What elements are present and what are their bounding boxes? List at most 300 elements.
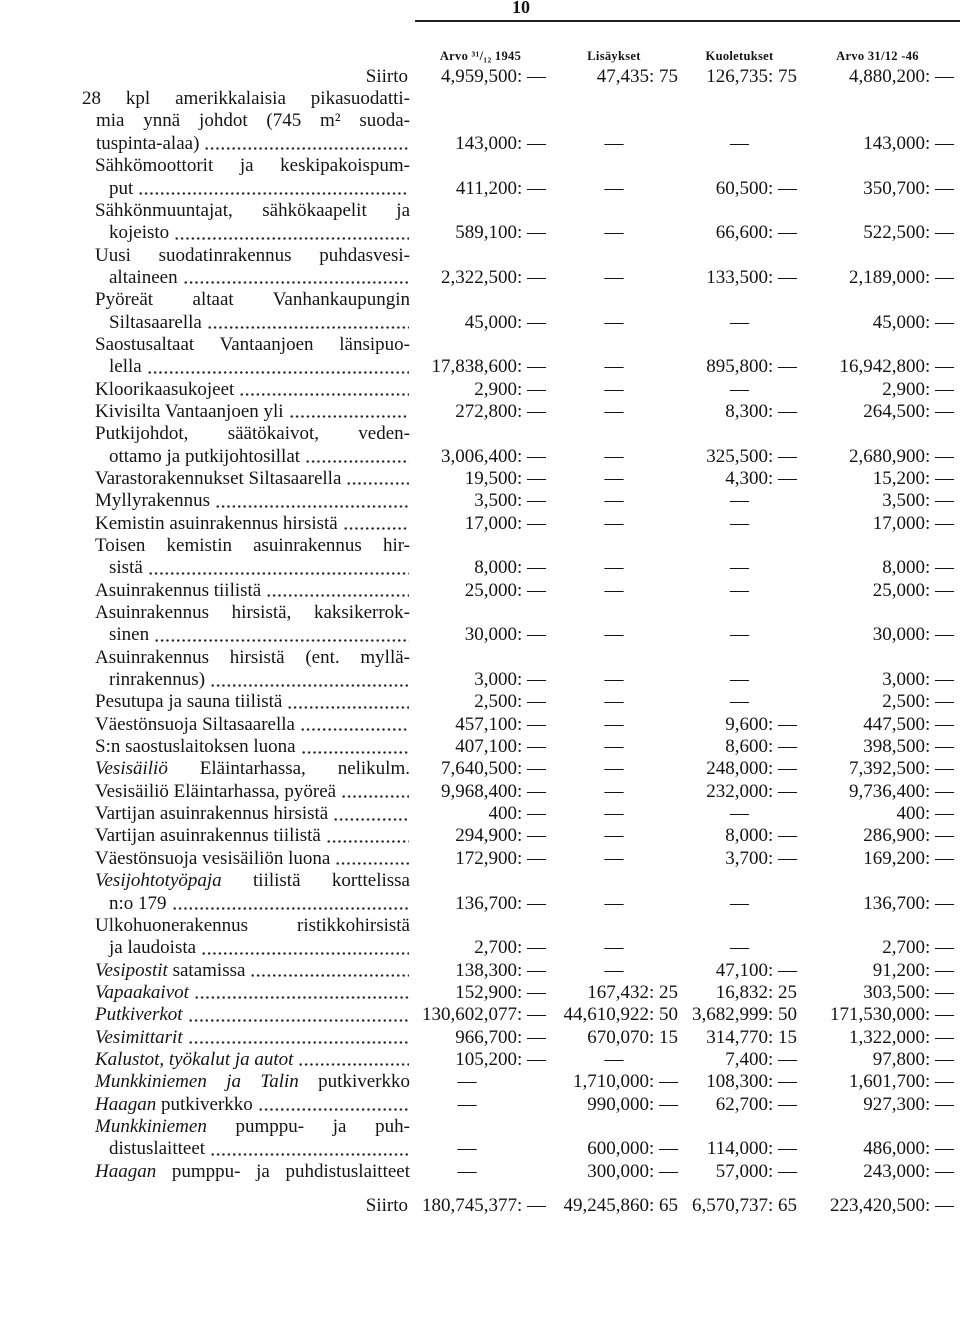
label-text [95, 1027, 183, 1049]
dot-leader [335, 848, 409, 870]
value-arvo-1945: 30,000: — [464, 624, 546, 646]
header-lisaykset: Lisäykset [587, 49, 641, 63]
dot-leader [341, 781, 409, 803]
value-kuoletukset: 60,500: — [715, 177, 797, 199]
value-arvo-1945: 3,006,400: — [440, 445, 546, 467]
value-arvo-1945: 2,500: — [474, 691, 546, 713]
value-lisaykset: — [604, 736, 624, 758]
value-lisaykset: 670,070: 15 [587, 1026, 678, 1048]
label-text: ja laudoista [109, 937, 197, 959]
value-arvo-1945: 17,838,600: — [431, 356, 546, 378]
ledger-row [95, 758, 956, 780]
value-lisaykset: — [604, 512, 624, 534]
value-arvo-1946: 303,500: — [863, 981, 954, 1003]
value-arvo-1946: 2,700: — [882, 937, 954, 959]
value-kuoletukset: 8,600: — [725, 736, 797, 758]
label-text: Vartijan asuinrakennus tiilistä [95, 825, 321, 847]
dot-leader [333, 803, 409, 825]
ledger-row [95, 401, 956, 423]
row-label [95, 1094, 413, 1116]
value-lisaykset: 49,245,860: 65 [563, 1194, 678, 1216]
dot-leader [305, 446, 409, 468]
value-lisaykset: — [604, 669, 624, 691]
value-arvo-1946: 2,189,000: — [848, 266, 954, 288]
row-label [95, 691, 413, 713]
ledger-row [95, 960, 956, 982]
carry-out-label: Siirto [365, 1194, 408, 1216]
value-lisaykset: — [604, 847, 624, 869]
value-kuoletukset: 248,000: — [706, 758, 797, 780]
label-line [95, 669, 410, 691]
label-text [95, 1116, 410, 1137]
value-arvo-1945: 3,500: — [474, 490, 546, 512]
ledger-row [95, 289, 956, 334]
value-arvo-1946: 30,000: — [872, 624, 954, 646]
value-lisaykset: — [604, 758, 624, 780]
value-arvo-1945: 180,745,377: — [421, 1194, 546, 1216]
label-italic: Munkkiniemen ja Talin [95, 1071, 299, 1093]
value-kuoletukset: 4,300: — [725, 467, 797, 489]
value-kuoletukset: — [730, 512, 749, 534]
value-arvo-1946: 17,000: — [872, 512, 954, 534]
label-text: Kivisilta Vantaanjoen yli [95, 400, 284, 422]
value-lisaykset: — [604, 892, 624, 914]
label-line [95, 312, 410, 334]
row-label [95, 1071, 413, 1093]
label-text: Asuinrakennus tiilistä [95, 579, 262, 601]
carry-in-row [95, 66, 956, 88]
label-line [95, 691, 410, 713]
label-line [95, 758, 410, 780]
value-kuoletukset: 57,000: — [715, 1160, 797, 1182]
label-line [95, 870, 410, 892]
ledger-row [95, 915, 956, 960]
label-text [95, 960, 245, 982]
label-line [82, 110, 410, 132]
value-lisaykset: — [604, 825, 624, 847]
header-spacer [95, 48, 413, 66]
dot-leader [188, 1004, 409, 1026]
label-roman: putkiverkko [298, 1071, 410, 1093]
label-italic: Vapaakaivot [95, 981, 189, 1003]
value-arvo-1945: 457,100: — [455, 713, 546, 735]
value-kuoletukset: 16,832: 25 [715, 981, 797, 1003]
dot-leader [326, 825, 409, 847]
label-line [95, 200, 410, 222]
label-text: Vesisäiliö Eläintarhassa, pyöreä [95, 780, 337, 802]
label-text [95, 1094, 253, 1116]
value-arvo-1945: 130,602,077: — [421, 1004, 546, 1026]
value-arvo-1946: 2,680,900: — [848, 445, 954, 467]
value-arvo-1945: 138,300: — [455, 959, 546, 981]
row-label [95, 1004, 413, 1026]
value-arvo-1946: 398,500: — [863, 736, 954, 758]
dot-leader [289, 401, 409, 423]
value-lisaykset: 990,000: — [587, 1093, 678, 1115]
label-roman: pumppu- ja puhdistuslaitteet [156, 1160, 410, 1182]
label-text: S:n saostuslaitoksen luona [95, 736, 296, 758]
header-kuoletukset: Kuoletukset [705, 49, 774, 63]
row-label [95, 401, 413, 423]
value-arvo-1945: 45,000: — [464, 311, 546, 333]
label-roman: Eläintarhassa, nelikulm. [167, 758, 410, 780]
label-line [95, 960, 410, 982]
value-arvo-1945: — [457, 1160, 477, 1182]
value-lisaykset: — [604, 445, 624, 467]
label-text: Myllyrakennus [95, 490, 211, 512]
label-line [95, 714, 410, 736]
value-kuoletukset: — [730, 557, 749, 579]
header-arvo-1946: Arvo 31/12 -46 [836, 49, 919, 63]
row-label [95, 379, 413, 401]
dot-leader [300, 714, 409, 736]
ledger-row [95, 1027, 956, 1049]
row-label [95, 803, 413, 825]
dot-leader [266, 580, 409, 602]
row-label [95, 1161, 413, 1183]
value-lisaykset: — [604, 378, 624, 400]
value-arvo-1945: 2,322,500: — [440, 266, 546, 288]
row-label [95, 200, 413, 245]
dot-leader [148, 557, 409, 579]
label-text: rinrakennus) [109, 669, 206, 691]
label-text: lella [109, 356, 142, 378]
label-line [95, 825, 410, 847]
ledger-row [95, 1116, 956, 1161]
label-text: tuspinta-alaa) [96, 132, 200, 154]
label-text [95, 1049, 293, 1071]
label-line [95, 1161, 410, 1183]
label-italic: Vesipostit [95, 959, 168, 981]
dot-leader [298, 1049, 409, 1071]
value-arvo-1945: 400: — [488, 803, 546, 825]
value-arvo-1946: 927,300: — [863, 1093, 954, 1115]
value-lisaykset: — [604, 490, 624, 512]
label-text: kojeisto [109, 222, 170, 244]
label-line [95, 468, 410, 490]
label-line [95, 937, 410, 959]
label-line [95, 602, 410, 624]
value-arvo-1946: 264,500: — [863, 400, 954, 422]
label-line [95, 647, 410, 669]
row-label [95, 1027, 413, 1049]
value-kuoletukset: 314,770: 15 [706, 1026, 797, 1048]
row-label [95, 468, 413, 490]
value-lisaykset: 1,710,000: — [572, 1071, 678, 1093]
label-line [95, 557, 410, 579]
value-lisaykset: — [604, 624, 624, 646]
value-lisaykset: — [604, 177, 624, 199]
ledger-row [95, 580, 956, 602]
value-kuoletukset: 66,600: — [715, 222, 797, 244]
value-lisaykset: — [604, 959, 624, 981]
label-line [95, 446, 410, 468]
row-label [95, 647, 413, 692]
row-label [95, 758, 413, 780]
label-italic: Haagan [95, 1160, 157, 1182]
label-line [95, 781, 410, 803]
label-italic: Haagan [95, 1093, 157, 1115]
row-label [95, 513, 413, 535]
value-arvo-1946: 45,000: — [872, 311, 954, 333]
value-arvo-1946: 9,736,400: — [848, 780, 954, 802]
value-kuoletukset: — [730, 937, 749, 959]
label-text: Vartijan asuinrakennus hirsistä [95, 803, 329, 825]
row-label [95, 870, 413, 915]
header-rule [415, 20, 960, 22]
row-label [95, 490, 413, 512]
value-kuoletukset: 108,300: — [706, 1071, 797, 1093]
dot-leader [207, 312, 409, 334]
label-line [95, 245, 410, 267]
label-roman: pumppu- ja puh- [206, 1115, 410, 1137]
ledger-row [95, 714, 956, 736]
label-line [95, 513, 410, 535]
row-label [95, 1049, 413, 1071]
value-arvo-1946: 286,900: — [863, 825, 954, 847]
label-text: distuslaitteet [109, 1138, 206, 1160]
label-line [95, 490, 410, 512]
value-kuoletukset: 3,682,999: 50 [691, 1004, 797, 1026]
label-line [95, 982, 410, 1004]
value-arvo-1945: 25,000: — [464, 579, 546, 601]
value-arvo-1945: 3,000: — [474, 669, 546, 691]
label-text: Asuinrakennus hirsistä (ent. myllä- [95, 646, 410, 668]
label-italic: Putkiverkot [95, 1004, 183, 1026]
label-text: ottamo ja putkijohtosillat [109, 445, 301, 467]
row-label [95, 602, 413, 647]
value-lisaykset: — [604, 400, 624, 422]
label-line [95, 535, 410, 557]
label-text: sistä [109, 557, 143, 579]
value-arvo-1946: 16,942,800: — [839, 356, 954, 378]
label-text: Asuinrakennus hirsistä, kaksikerrok- [95, 602, 410, 624]
label-text [95, 982, 189, 1004]
value-lisaykset: — [604, 1048, 624, 1070]
label-line [95, 1094, 410, 1116]
value-lisaykset: — [604, 467, 624, 489]
value-arvo-1946: 8,000: — [882, 557, 954, 579]
value-lisaykset: 600,000: — [587, 1138, 678, 1160]
ledger-row [95, 513, 956, 535]
label-line [95, 1116, 410, 1138]
value-arvo-1945: — [457, 1071, 477, 1093]
label-text: Saostusaltaat Vantaanjoen länsipuo- [95, 333, 410, 355]
value-arvo-1945: 105,200: — [455, 1048, 546, 1070]
label-text: Sähkömoottorit ja keskipakoispum- [95, 155, 410, 177]
dot-leader [258, 1094, 409, 1116]
label-italic: Vesijohtotyöpaja [95, 870, 222, 892]
label-text: Väestönsuoja vesisäiliön luona [95, 847, 331, 869]
row-label [82, 88, 413, 155]
value-arvo-1945: 143,000: — [455, 132, 546, 154]
label-text: sinen [109, 624, 150, 646]
value-lisaykset: 47,435: 75 [596, 65, 678, 87]
label-roman: putkiverkko [156, 1093, 253, 1115]
label-text: Sähkönmuuntajat, sähkökaapelit ja [95, 199, 410, 221]
value-arvo-1945: 589,100: — [455, 222, 546, 244]
value-kuoletukset: 3,700: — [725, 847, 797, 869]
value-lisaykset: — [604, 557, 624, 579]
value-kuoletukset: 325,500: — [706, 445, 797, 467]
ledger-row [95, 1049, 956, 1071]
label-line [95, 624, 410, 646]
value-lisaykset: — [604, 713, 624, 735]
dot-leader [183, 267, 409, 289]
value-arvo-1945: 7,640,500: — [440, 758, 546, 780]
value-arvo-1945: 966,700: — [455, 1026, 546, 1048]
carry-in-label: Siirto [365, 65, 408, 87]
row-label [95, 915, 413, 960]
ledger-row [95, 1161, 956, 1183]
label-line [95, 893, 410, 915]
carry-out-row [95, 1195, 956, 1217]
label-text [95, 758, 410, 779]
value-kuoletukset: 895,800: — [706, 356, 797, 378]
label-line [95, 1027, 410, 1049]
label-text [95, 1071, 410, 1092]
label-text: Toisen kemistin asuinrakennus hir- [95, 535, 410, 557]
ledger-table [82, 48, 956, 1217]
dot-leader [204, 133, 409, 155]
label-line [95, 334, 410, 356]
row-label [95, 1116, 413, 1161]
label-text: Ulkohuonerakennus ristikkohirsistä [95, 914, 410, 936]
value-kuoletukset: — [730, 803, 749, 825]
label-text [95, 1161, 410, 1182]
value-kuoletukset: 8,000: — [725, 825, 797, 847]
label-text: Varastorakennukset Siltasaarella [95, 467, 342, 489]
value-arvo-1946: 3,500: — [882, 490, 954, 512]
value-arvo-1946: 447,500: — [863, 713, 954, 735]
row-label [95, 289, 413, 334]
value-lisaykset: — [604, 937, 624, 959]
value-lisaykset: — [604, 691, 624, 713]
value-lisaykset: 167,432: 25 [587, 981, 678, 1003]
value-arvo-1945: 2,700: — [474, 937, 546, 959]
ledger-row [95, 1071, 956, 1093]
value-lisaykset: — [604, 803, 624, 825]
label-line [95, 736, 410, 758]
row-label [95, 155, 413, 200]
value-kuoletukset: — [730, 624, 749, 646]
label-text: Kemistin asuinrakennus hirsistä [95, 512, 338, 534]
ledger-row [95, 825, 956, 847]
value-arvo-1946: 171,530,000: — [829, 1004, 954, 1026]
row-label [95, 245, 413, 290]
value-arvo-1946: 4,880,200: — [848, 65, 954, 87]
value-kuoletukset: — [730, 311, 749, 333]
label-line [95, 289, 410, 311]
label-line [95, 1071, 410, 1093]
value-arvo-1945: 272,800: — [455, 400, 546, 422]
label-line [95, 1049, 410, 1071]
value-arvo-1945: — [457, 1138, 477, 1160]
value-kuoletukset: — [730, 669, 749, 691]
dot-leader [210, 1138, 409, 1160]
value-lisaykset: 44,610,922: 50 [563, 1004, 678, 1026]
row-label [95, 714, 413, 736]
value-arvo-1945: 17,000: — [464, 512, 546, 534]
value-arvo-1945: 407,100: — [455, 736, 546, 758]
value-lisaykset: — [604, 579, 624, 601]
ledger-row [95, 803, 956, 825]
row-label [95, 960, 413, 982]
value-kuoletukset: — [730, 378, 749, 400]
row-label [95, 736, 413, 758]
label-line [95, 178, 410, 200]
ledger-row [95, 468, 956, 490]
value-lisaykset: — [604, 356, 624, 378]
label-text: Pesutupa ja sauna tiilistä [95, 691, 283, 713]
value-arvo-1946: 243,000: — [863, 1160, 954, 1182]
value-kuoletukset: 126,735: 75 [706, 65, 797, 87]
label-italic: Kalustot, työkalut ja autot [95, 1048, 294, 1070]
value-arvo-1945: 294,900: — [455, 825, 546, 847]
label-text [95, 870, 410, 891]
ledger-row [95, 848, 956, 870]
ledger-row [95, 736, 956, 758]
value-arvo-1946: 522,500: — [863, 222, 954, 244]
label-text [95, 1004, 183, 1026]
label-line [95, 1138, 410, 1160]
dot-leader [346, 468, 409, 490]
value-arvo-1945: 9,968,400: — [440, 780, 546, 802]
value-arvo-1945: 411,200: — [455, 177, 546, 199]
value-kuoletukset: — [730, 579, 749, 601]
value-kuoletukset: 232,000: — [706, 780, 797, 802]
label-italic: Munkkiniemen [95, 1115, 207, 1137]
value-arvo-1945: — [457, 1093, 477, 1115]
label-italic: Vesimittarit [95, 1026, 183, 1048]
value-kuoletukset: 6,570,737: 65 [691, 1194, 797, 1216]
ledger-row [95, 1004, 956, 1026]
header-arvo-1945: Arvo ³¹/₁₂ 1945 [439, 49, 522, 63]
value-arvo-1946: 486,000: — [863, 1138, 954, 1160]
value-arvo-1946: 136,700: — [863, 892, 954, 914]
label-roman: satamissa [167, 959, 246, 981]
ledger-row [95, 691, 956, 713]
dot-leader [250, 960, 409, 982]
label-text: Kloorikaasukojeet [95, 378, 235, 400]
ledger-row [95, 781, 956, 803]
ledger-row [95, 379, 956, 401]
value-kuoletukset: — [730, 892, 749, 914]
ledger-row [95, 200, 956, 245]
dot-leader [239, 379, 409, 401]
label-text: Siltasaarella [109, 311, 202, 333]
value-arvo-1946: 223,420,500: — [829, 1194, 954, 1216]
value-arvo-1946: 97,800: — [872, 1048, 954, 1070]
value-lisaykset: — [604, 780, 624, 802]
ledger-body [82, 88, 956, 1183]
label-text: Putkijohdot, säätökaivot, veden- [95, 423, 410, 445]
column-header-row [95, 48, 956, 66]
value-arvo-1945: 136,700: — [455, 892, 546, 914]
row-label [95, 423, 413, 468]
value-arvo-1946: 1,322,000: — [848, 1026, 954, 1048]
ledger-row [95, 982, 956, 1004]
label-line [95, 155, 410, 177]
value-arvo-1945: 2,900: — [474, 378, 546, 400]
value-kuoletukset: — [730, 132, 749, 154]
row-label [95, 825, 413, 847]
dot-leader [138, 178, 409, 200]
label-line [82, 88, 410, 110]
row-label [95, 334, 413, 379]
dot-leader [215, 490, 409, 512]
ledger-row [95, 490, 956, 512]
